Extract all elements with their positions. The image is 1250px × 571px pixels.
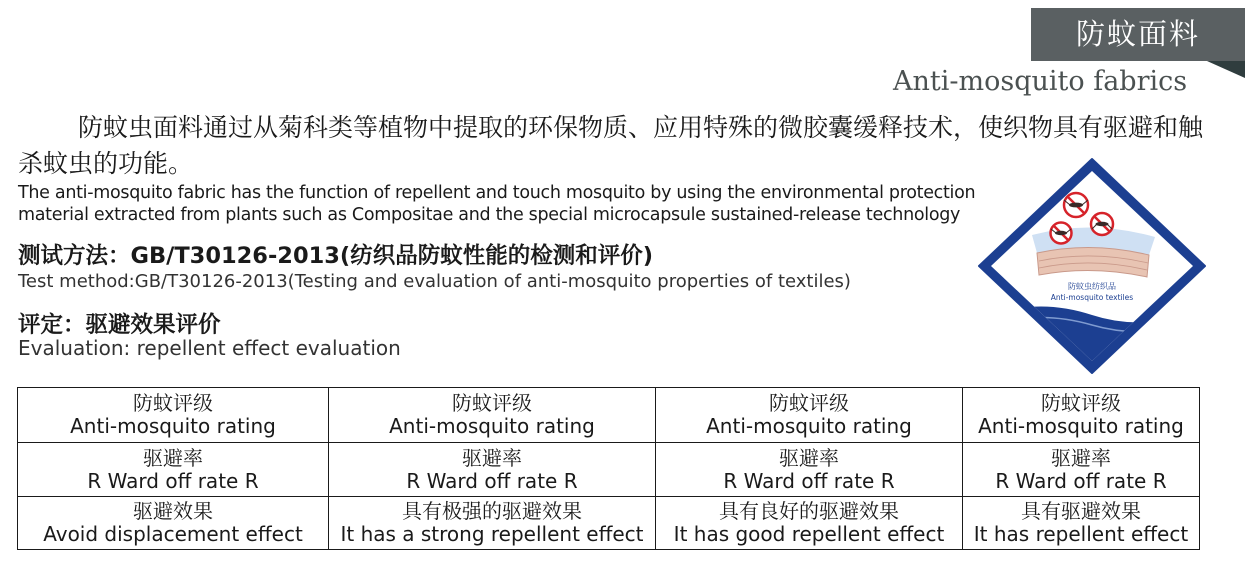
table-row (18, 443, 1200, 497)
test-method-text-en: Test method:GB/T30126-2013(Testing and evaluation of anti-mosquito properties of textiles) (18, 271, 851, 292)
table-cell: 驱避率 R Ward off rate R (963, 443, 1200, 497)
table-cell: 驱避率 R Ward off rate R (656, 443, 963, 497)
table-cell: 防蚊评级 Anti-mosquito rating (963, 388, 1200, 443)
test-method-heading: 测试方法：GB/T30126-2013(纺织品防蚊性能的检测和评价) (18, 243, 653, 269)
table-cell: 防蚊评级 Anti-mosquito rating (656, 388, 963, 443)
table-row (18, 497, 1200, 550)
category-tag (1031, 8, 1245, 61)
evaluation-heading: 评定：驱避效果评价 (18, 312, 221, 338)
table-row (18, 388, 1200, 443)
table-cell: 防蚊评级 Anti-mosquito rating (329, 388, 656, 443)
table-cell: 具有极强的驱避效果 It has a strong repellent effect (329, 497, 656, 550)
table-cell: 具有驱避效果 It has repellent effect (963, 497, 1200, 550)
repellent-rating-table (17, 387, 1200, 550)
table-cell: 驱避率 R Ward off rate R (18, 443, 329, 497)
table-cell: 驱避率 R Ward off rate R (329, 443, 656, 497)
intro-text-en: The anti-mosquito fabric has the function of repellent and touch mosquito by using the environmental protection material extracted from plants such as Compositae and the special microcapsule sustained-release technology (18, 183, 976, 225)
table-cell: 具有良好的驱避效果 It has good repellent effect (656, 497, 963, 550)
table-cell: 防蚊评级 Anti-mosquito rating (18, 388, 329, 443)
badge-label-en: Anti-mosquito textiles (1050, 293, 1134, 302)
page-title-en: Anti-mosquito fabrics (893, 66, 1188, 97)
table-cell: 驱避效果 Avoid displacement effect (18, 497, 329, 550)
intro-text-zh: 防蚊虫面料通过从菊科类等植物中提取的环保物质、应用特殊的微胶囊缓释技术，使织物具有驱避和触杀蚊虫的功能。 (18, 113, 1204, 178)
category-tag-fold (1207, 61, 1245, 78)
category-tag-label: 防蚊面料 (1075, 17, 1200, 51)
badge-label-zh: 防蚊虫纺织品 (1068, 282, 1116, 291)
anti-mosquito-badge (977, 157, 1207, 375)
evaluation-text-en: Evaluation: repellent effect evaluation (18, 336, 401, 360)
